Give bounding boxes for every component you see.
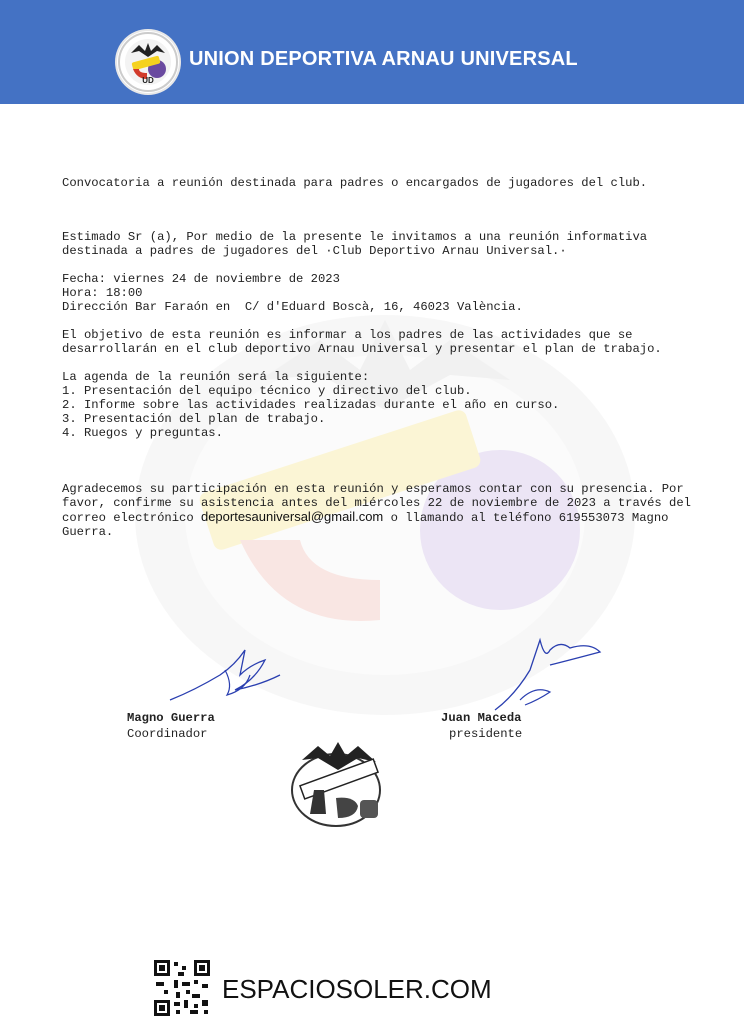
- club-stamp-icon: [284, 740, 394, 830]
- club-crest-icon: [117, 31, 179, 93]
- letter-greeting: Estimado Sr (a), Por medio de la presente le invitamos a una reunión informativa destinada a padres de jugadores del ·Club Deportivo Arnau Universal.·: [62, 230, 655, 258]
- signer-name-right: Juan Maceda: [441, 711, 522, 725]
- website-link[interactable]: ESPACIOSOLER.COM: [222, 974, 492, 1004]
- signer-name-left: Magno Guerra: [127, 711, 215, 725]
- letter-closing: [62, 482, 699, 539]
- agenda-item: 4. Ruegos y preguntas.: [62, 426, 223, 440]
- meeting-time: Hora: 18:00: [62, 286, 143, 300]
- meeting-date: Fecha: viernes 24 de noviembre de 2023: [62, 272, 340, 286]
- agenda-title: La agenda de la reunión será la siguiente:: [62, 370, 370, 384]
- signature-left: [127, 710, 215, 742]
- header-bar: [0, 0, 744, 104]
- agenda-item: 1. Presentación del equipo técnico y directivo del club.: [62, 384, 472, 398]
- closing-text-start: Agradecemos su participación en esta reunión y esperamos contar con su presencia. Por favor, confirme su asistencia antes del miércoles 22 de noviembre de 2023 a través del correo electrónico: [62, 482, 699, 525]
- signature-right-icon: [495, 640, 600, 710]
- svg-text:UD: UD: [142, 76, 154, 85]
- signer-role-left: Coordinador: [127, 727, 208, 741]
- contact-email[interactable]: deportesauniversal@gmail.com: [200, 509, 384, 524]
- letter-body: [62, 176, 699, 539]
- club-name: UNION DEPORTIVA ARNAU UNIVERSAL: [189, 48, 578, 70]
- agenda-item: 3. Presentación del plan de trabajo.: [62, 412, 326, 426]
- signer-role-right: presidente: [449, 727, 523, 741]
- meeting-objective: El objetivo de esta reunión es informar a los padres de las actividades que se desarrollarán en el club deportivo Arnau Universal y presentar el plan de trabajo.: [62, 328, 662, 356]
- closing-text-end: o llamando al teléfono 619553073 Magno Guerra.: [62, 511, 676, 539]
- qr-code-icon[interactable]: [152, 958, 212, 1018]
- meeting-address: Dirección Bar Faraón en C/ d'Eduard Boscà, 16, 46023 València.: [62, 300, 523, 314]
- letter-subject: Convocatoria a reunión destinada para padres o encargados de jugadores del club.: [62, 176, 648, 190]
- signature-right: [441, 710, 522, 742]
- signature-left-icon: [165, 645, 285, 705]
- agenda-item: 2. Informe sobre las actividades realizadas durante el año en curso.: [62, 398, 560, 412]
